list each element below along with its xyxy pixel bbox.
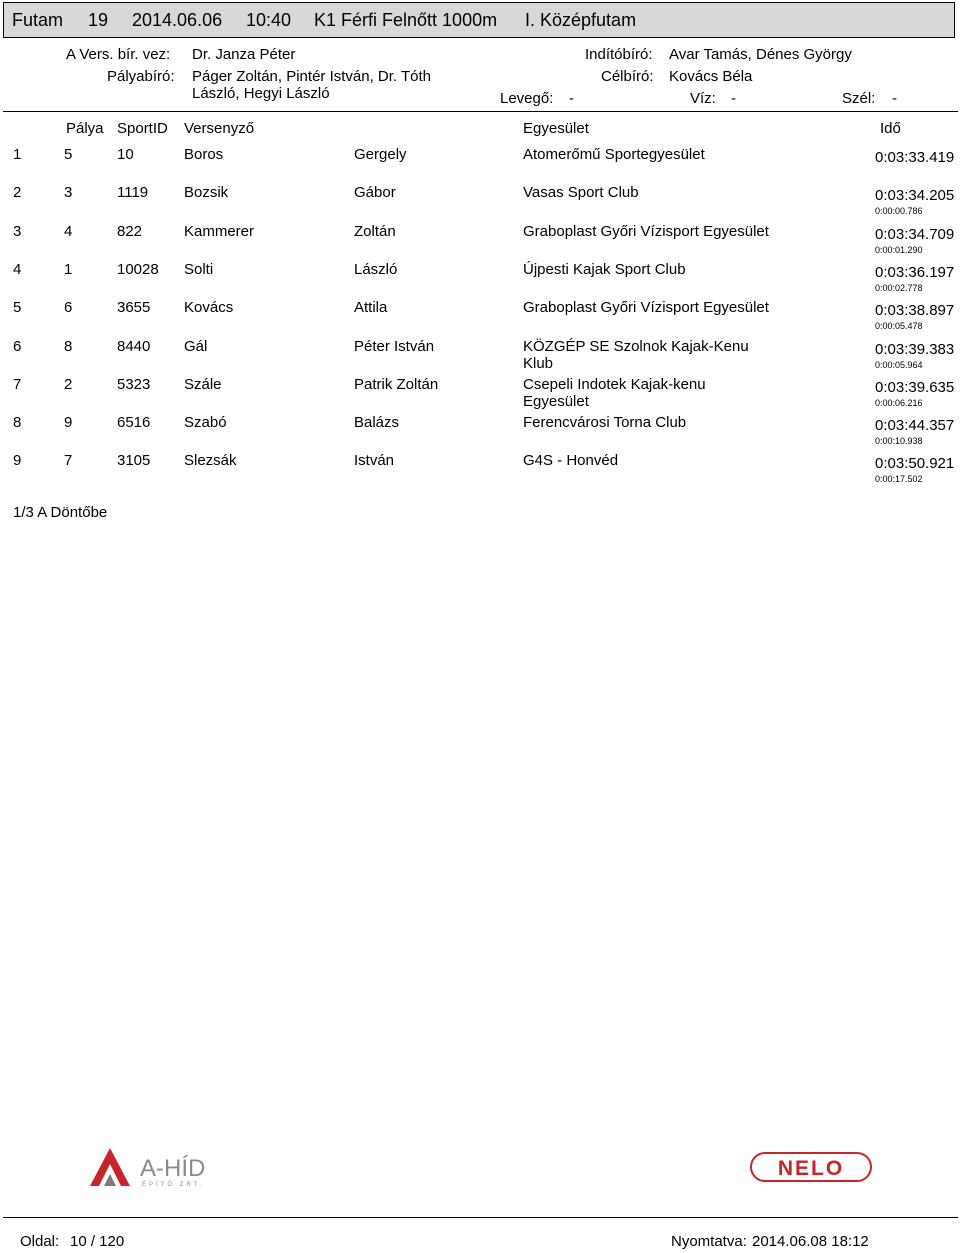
- table-row: [0, 184, 960, 222]
- result-time: 0:03:33.419: [875, 149, 955, 166]
- result-time: 0:03:36.197: [875, 263, 955, 281]
- result-time-diff: 0:00:05.478: [875, 321, 923, 332]
- result-club: Graboplast Győri Vízisport Egyesület: [523, 299, 769, 317]
- result-lane: 1: [64, 260, 73, 278]
- result-place: 5: [13, 299, 22, 317]
- round-name: I. Középfutam: [525, 10, 637, 30]
- table-row: [0, 223, 960, 261]
- result-last-name: Kovács: [184, 299, 234, 317]
- result-time-diff: 0:00:06.216: [875, 397, 923, 408]
- levego-value: -: [569, 90, 574, 107]
- result-place: 9: [13, 452, 22, 470]
- result-last-name: Solti: [184, 260, 214, 278]
- result-club: G4S - Honvéd: [523, 452, 619, 470]
- cel-label: Célbíró:: [601, 68, 654, 85]
- footer-divider: [3, 1217, 958, 1218]
- result-first-name: Balázs: [354, 414, 400, 432]
- result-time: 0:03:44.357: [875, 417, 955, 435]
- result-first-name: István: [354, 452, 395, 470]
- indito-value: Avar Tamás, Dénes György: [669, 46, 852, 63]
- result-club: KÖZGÉP SE Szolnok Kajak-Kenu Klub: [523, 337, 749, 372]
- ahid-logo-text: A-HÍD: [140, 1155, 206, 1182]
- result-sportid: 6516: [117, 414, 151, 432]
- viz-label: Víz:: [690, 90, 716, 107]
- result-sportid: 5323: [117, 375, 151, 393]
- header-divider: [3, 111, 958, 112]
- indito-label: Indítóbíró:: [585, 46, 653, 63]
- printed-value: 2014.06.08 18:12: [752, 1233, 869, 1250]
- result-place: 3: [13, 222, 22, 240]
- result-last-name: Szabó: [184, 414, 227, 432]
- result-last-name: Bozsik: [184, 184, 229, 202]
- result-last-name: Szále: [184, 375, 222, 393]
- result-last-name: Boros: [184, 146, 224, 163]
- result-club: Vasas Sport Club: [523, 184, 639, 202]
- result-first-name: Zoltán: [354, 222, 396, 240]
- title-bar: [3, 2, 955, 38]
- result-place: 1: [13, 146, 22, 163]
- result-sportid: 1119: [117, 184, 149, 202]
- nelo-logo-text: NELO: [777, 1157, 845, 1180]
- result-club: Újpesti Kajak Sport Club: [523, 260, 686, 278]
- palya-value-line2: László, Hegyi László: [192, 85, 330, 102]
- result-place: 6: [13, 337, 22, 355]
- result-club: Graboplast Győri Vízisport Egyesület: [523, 222, 769, 240]
- szel-label: Szél:: [842, 90, 876, 107]
- col-header-sportid: SportID: [117, 120, 168, 137]
- result-time: 0:03:39.635: [875, 378, 955, 396]
- result-sportid: 10028: [117, 260, 159, 278]
- result-time-diff: 0:00:02.778: [875, 282, 923, 293]
- result-club: Atomerőmű Sportegyesület: [523, 146, 705, 163]
- event-name: K1 Férfi Felnőtt 1000m: [314, 10, 498, 30]
- printed-label: Nyomtatva:: [671, 1233, 747, 1250]
- qualification-note: 1/3 A Döntőbe: [13, 504, 108, 521]
- col-header-palya: Pálya: [66, 120, 104, 137]
- result-first-name: László: [354, 260, 398, 278]
- result-sportid: 10: [117, 146, 134, 163]
- result-club: Csepeli Indotek Kajak-kenu Egyesület: [523, 375, 706, 410]
- result-time: 0:03:38.897: [875, 302, 955, 320]
- szel-value: -: [892, 90, 897, 107]
- result-sportid: 3105: [117, 452, 151, 470]
- result-lane: 4: [64, 222, 73, 240]
- avers-value: Dr. Janza Péter: [192, 46, 296, 63]
- result-place: 2: [13, 184, 22, 202]
- viz-value: -: [731, 90, 736, 107]
- page-value: 10 / 120: [70, 1233, 125, 1250]
- palya-value-line1: Páger Zoltán, Pintér István, Dr. Tóth: [192, 68, 432, 85]
- table-row: [0, 261, 960, 299]
- table-row: [0, 414, 960, 452]
- result-first-name: Gergely: [354, 146, 407, 163]
- result-first-name: Attila: [354, 299, 388, 317]
- result-last-name: Gál: [184, 337, 208, 355]
- result-lane: 3: [64, 184, 73, 202]
- result-lane: 7: [64, 452, 73, 470]
- result-first-name: Patrik Zoltán: [354, 375, 439, 393]
- result-lane: 8: [64, 337, 73, 355]
- result-time-diff: 0:00:10.938: [875, 436, 923, 447]
- result-first-name: Gábor: [354, 184, 396, 202]
- result-sportid: 822: [117, 222, 143, 240]
- col-header-ido: Idő: [880, 120, 901, 137]
- result-time: 0:03:39.383: [875, 340, 955, 358]
- palya-label: Pályabíró:: [107, 68, 175, 85]
- result-time-diff: 0:00:00.786: [875, 206, 923, 217]
- result-place: 7: [13, 375, 22, 393]
- table-row: [0, 338, 960, 376]
- table-row: [0, 146, 960, 184]
- result-last-name: Kammerer: [184, 222, 255, 240]
- levego-label: Levegő:: [500, 90, 554, 107]
- futam-label: Futam: [12, 10, 64, 30]
- result-sportid: 8440: [117, 337, 151, 355]
- race-date: 2014.06.06: [132, 10, 223, 30]
- result-time-diff: 0:00:05.964: [875, 359, 923, 370]
- ahid-logo-subtext: ÉPÍTŐ ZRT.: [142, 1182, 205, 1188]
- table-row: [0, 299, 960, 337]
- result-place: 8: [13, 414, 22, 432]
- result-time-diff: 0:00:17.502: [875, 474, 923, 485]
- result-sportid: 3655: [117, 299, 151, 317]
- page-label: Oldal:: [20, 1233, 60, 1250]
- futam-number: 19: [88, 10, 109, 30]
- result-club: Ferencvárosi Torna Club: [523, 414, 687, 432]
- result-lane: 6: [64, 299, 73, 317]
- col-header-egyesulet: Egyesület: [523, 120, 589, 137]
- ahid-logo: [88, 1146, 233, 1188]
- result-time: 0:03:34.205: [875, 187, 955, 205]
- table-row: [0, 376, 960, 414]
- col-header-versenyzo: Versenyző: [184, 120, 255, 137]
- result-time-diff: 0:00:01.290: [875, 244, 923, 255]
- result-first-name: Péter István: [354, 337, 435, 355]
- avers-label: A Vers. bír. vez:: [66, 46, 171, 63]
- result-lane: 9: [64, 414, 73, 432]
- nelo-logo: [750, 1152, 872, 1182]
- result-time: 0:03:34.709: [875, 225, 955, 243]
- result-lane: 5: [64, 146, 73, 163]
- result-lane: 2: [64, 375, 73, 393]
- result-place: 4: [13, 260, 22, 278]
- race-time: 10:40: [246, 10, 292, 30]
- cel-value: Kovács Béla: [669, 68, 753, 85]
- result-last-name: Slezsák: [184, 452, 237, 470]
- result-time: 0:03:50.921: [875, 455, 955, 473]
- table-row: [0, 452, 960, 490]
